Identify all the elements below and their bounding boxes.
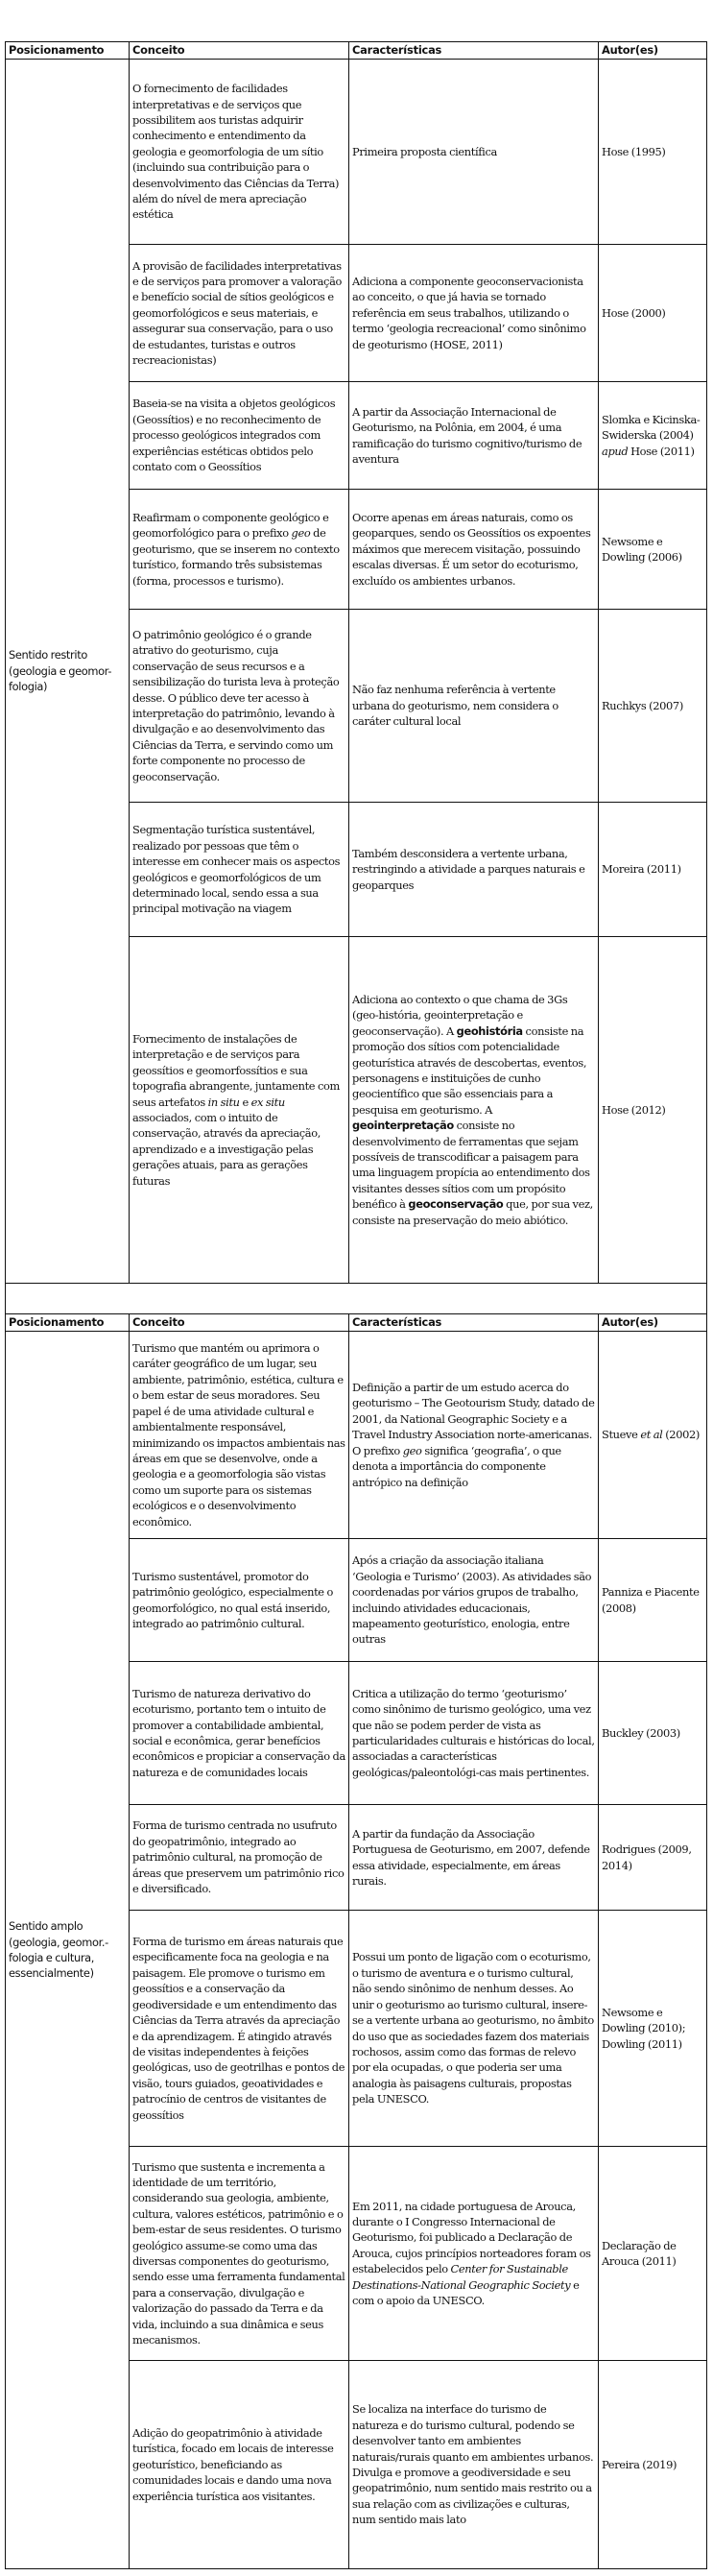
caracteristicas-cell: Adiciona a componente geoconservacionista ao conceito, o que já havia se tornado referência em seus trabalhos, utilizando o termo ‘geologia recreacional’ como sinônimo de geoturismo (HOSE, 2011): [349, 245, 599, 382]
conceito-italic: ex situ: [250, 1095, 285, 1109]
header-conceito: Conceito: [130, 42, 349, 60]
autores-cell: [599, 1332, 707, 1539]
conceito-text: Reafirmam o componente geológico e geomorfológico para o prefixo: [132, 510, 329, 541]
caracteristicas-cell: Se localiza na interface do turismo de natureza e do turismo cultural, podendo se desenvolver tanto em ambientes naturais/rurais quanto em ambientes urbanos. Divulga e promove a geodiversidade e seu geopatrimônio, num sentido mais restrito ou a sua relação com as civilizações e culturas, num sentido mais lato: [349, 2361, 599, 2569]
autores-cell: Pereira (2019): [599, 2361, 707, 2569]
conceito-cell: [130, 937, 349, 1284]
carac-text: Em 2011, na cidade portuguesa de Arouca, durante o I Congresso Internacional de Geoturismo, foi publicado a Declaração de Arouca, cujos princípios norteadores foram os estabelecidos pelo: [352, 2199, 591, 2276]
conceito-text: e: [239, 1095, 251, 1109]
caracteristicas-cell: A partir da Associação Internacional de Geoturismo, na Polônia, em 2004, é uma ramificação do turismo cognitivo/turismo de aventura: [349, 382, 599, 490]
conceito-text: Fornecimento de instalações de interpretação e de serviços para geossítios e geomorfossítios e sua topografia abrangente, juntamente com seus artefatos: [132, 1031, 340, 1109]
caracteristicas-cell: Após a criação da associação italiana ‘Geologia e Turismo’ (2003). As atividades são coordenadas por vários grupos de trabalho, incluindo atividades educacionais, mapeamento geoturístico, enologia, entre outras: [349, 1539, 599, 1662]
autores-text: Hose (2011): [628, 444, 695, 458]
positioning-restrito: Sentido restrito (geologia e geomor-fologia): [6, 60, 130, 1284]
blank-cell: [6, 1284, 707, 1314]
conceito-cell: O patrimônio geológico é o grande atrativo do geoturismo, cuja conservação de seus recursos e a sensibilização do turista leva à proteção desse. O público deve ter acesso à interpretação do patrimônio, levando à divulgação e ao desenvolvimento das Ciências da Terra, e servindo como um forte componente no processo de geoconservação.: [130, 610, 349, 803]
conceito-cell: Turismo de natureza derivativo do ecoturismo, portanto tem o intuito de promover a contabilidade ambiental, social e econômica, gerar benefícios econômicos e propiciar a conservação da natureza e de comunidades locais: [130, 1662, 349, 1805]
carac-text: consiste no desenvolvimento de ferramentas que sejam possíveis de transcodificar a paisagem para uma linguagem propícia ao entendimento dos visitantes desses sítios com um propósito benéfico à: [352, 1119, 590, 1212]
conceito-cell: Segmentação turística sustentável, realizado por pessoas que têm o interesse em conhecer mais os aspectos geológicos e geomorfológicos de um determinado local, sendo essa a sua principal motivação na viagem: [130, 803, 349, 937]
carac-text: consiste na promoção dos sítios com potencialidade geoturística através de descobertas, eventos, personagens e instituições de cunho geocientífico que são essenciais para a pesquisa em geoturismo. A: [352, 1023, 587, 1117]
conceito-cell: A provisão de facilidades interpretativas e de serviços para promover a valoração e benefício social de sítios geológicos e geomorfológicos e seus materiais, e assegurar sua conservação, para o uso de estudantes, turistas e outros recreacionistas): [130, 245, 349, 382]
conceito-cell: [130, 490, 349, 610]
caracteristicas-cell: Também desconsidera a vertente urbana, restringindo a atividade a parques naturais e geoparques: [349, 803, 599, 937]
table-spacer-row: [6, 1284, 707, 1314]
autores-text: Slomka e Kicinska-Swiderska (2004): [602, 412, 701, 443]
conceito-cell: Adição do geopatrimônio à atividade turística, focado em locais de interesse geoturístico, beneficiando as comunidades locais e dando uma nova experiência turística aos visitantes.: [130, 2361, 349, 2569]
autores-text: Stueve: [602, 1428, 641, 1442]
caracteristicas-cell: Ocorre apenas em áreas naturais, como os geoparques, sendo os Geossítios os expoentes máximos que merecem visitação, possuindo escalas diversas. É um setor do ecoturismo, excluído os ambientes urbanos.: [349, 490, 599, 610]
autores-cell: Declaração de Arouca (2011): [599, 2147, 707, 2361]
carac-text: Adiciona ao contexto o que chama de 3Gs (geo-história, geointerpretação e geoconservação). A: [352, 992, 568, 1038]
positioning-amplo: Sentido amplo (geologia, geomor.-fologia e cultura, essencialmente): [6, 1332, 130, 2569]
carac-text: significa ‘geografia’, o que denota a importância do componente antrópico na definição: [352, 1443, 561, 1489]
autores-cell: Moreira (2011): [599, 803, 707, 937]
carac-italic: Center for Sustainable Destinations-National Geographic Society: [352, 2262, 571, 2292]
carac-italic: geo: [402, 1443, 422, 1457]
carac-text: e com o apoio da UNESCO.: [352, 2277, 580, 2308]
header-posicionamento: Posicionamento: [6, 1314, 130, 1332]
caracteristicas-cell: [349, 1332, 599, 1539]
caracteristicas-cell: Critica a utilização do termo ‘geoturismo’ como sinônimo de turismo geológico, uma vez que não se podem perder de vista as particularidades culturais e históricas do local, associadas a características geológicas/paleontológi-cas mais pertinentes.: [349, 1662, 599, 1805]
autores-cell: Newsome e Dowling (2010); Dowling (2011): [599, 1911, 707, 2147]
autores-cell: Ruchkys (2007): [599, 610, 707, 803]
conceito-text: de geoturismo, que se inserem no contexto turístico, formando três subsistemas (forma, processos e turismo).: [132, 526, 340, 588]
autores-cell: Rodrigues (2009, 2014): [599, 1805, 707, 1911]
table-header-row: [6, 1314, 707, 1332]
caracteristicas-cell: Primeira proposta científica: [349, 60, 599, 245]
carac-text: Definição a partir de um estudo acerca do geoturismo – The Geotourism Study, datado de 2001, da National Geographic Society e a Travel Industry Association norte-americanas. O prefixo: [352, 1381, 595, 1457]
autores-cell: Panniza e Piacente (2008): [599, 1539, 707, 1662]
autores-cell: Buckley (2003): [599, 1662, 707, 1805]
caracteristicas-cell: Possui um ponto de ligação com o ecoturismo, o turismo de aventura e o turismo cultural, não sendo sinônimo de nenhum desses. Ao unir o geoturismo ao turismo cultural, insere-se a vertente urbana ao geoturismo, no âmbito do uso que as sociedades fazem dos materiais rochosos, assim como das formas de relevo por ela ocupadas, o que poderia ser uma analogia às paisagens culturais, propostas pela UNESCO.: [349, 1911, 599, 2147]
autores-cell: Newsome e Dowling (2006): [599, 490, 707, 610]
caracteristicas-cell: [349, 937, 599, 1284]
conceito-text: associados, com o intuito de conservação, através da apreciação, aprendizado e a investigação pelas gerações atuais, para as gerações futuras: [132, 1111, 321, 1188]
conceito-cell: Turismo que sustenta e incrementa a identidade de um território, considerando sua geologia, ambiente, cultura, valores estéticos, patrimônio e o bem-estar de seus residentes. O turismo geológico assume-se como uma das diversas componentes do geoturismo, sendo esse uma ferramenta fundamental para a conservação, divulgação e valorização do passado da Terra e da vida, incluindo a sua dinâmica e seus mecanismos.: [130, 2147, 349, 2361]
header-autores: Autor(es): [599, 42, 707, 60]
caracteristicas-cell: [349, 2147, 599, 2361]
header-autores: Autor(es): [599, 1314, 707, 1332]
autores-cell: [599, 382, 707, 490]
header-posicionamento: Posicionamento: [6, 42, 130, 60]
carac-bold-term: geohistória: [456, 1023, 523, 1038]
caracteristicas-cell: A partir da fundação da Associação Portuguesa de Geoturismo, em 2007, defende essa atividade, especialmente, em áreas rurais.: [349, 1805, 599, 1911]
conceito-cell: Turismo que mantém ou aprimora o caráter geográfico de um lugar, seu ambiente, patrimônio, estética, cultura e o bem estar de seus moradores. Seu papel é de uma atividade cultural e ambientalmente responsável, minimizando os impactos ambientais nas áreas em que se desenvolve, onde a geologia e a geomorfologia são vistas como um suporte para os sistemas ecológicos e o desenvolvimento econômico.: [130, 1332, 349, 1539]
conceito-cell: Forma de turismo em áreas naturais que especificamente foca na geologia e na paisagem. Ele promove o turismo em geossítios e a conservação da geodiversidade e um entendimento das Ciências da Terra através da apreciação e da aprendizagem. É atingido através de visitas independentes à feições geológicas, uso de geotrilhas e pontos de visão, tours guiados, geoatividades e patrocínio de centros de visitantes de geossítios: [130, 1911, 349, 2147]
table-row: [6, 60, 707, 245]
carac-bold-term: geointerpretação: [352, 1119, 454, 1133]
conceito-italic: in situ: [207, 1095, 240, 1109]
conceito-cell: Baseia-se na visita a objetos geológicos (Geossítios) e no reconhecimento de processo geológicos integrados com experiências estéticas obtidos pelo contato com o Geossítios: [130, 382, 349, 490]
conceito-italic: geo: [291, 526, 311, 541]
conceito-cell: O fornecimento de facilidades interpretativas e de serviços que possibilitem aos turistas adquirir conhecimento e entendimento da geologia e geomorfologia de um sítio (incluindo sua contribuição para o desenvolvimento das Ciências da Terra) além do nível de mera apreciação estética: [130, 60, 349, 245]
header-caracteristicas: Características: [349, 1314, 599, 1332]
carac-bold-term: geoconservação: [408, 1197, 504, 1212]
autores-italic: apud: [602, 444, 629, 458]
autores-cell: Hose (1995): [599, 60, 707, 245]
caracteristicas-cell: Não faz nenhuma referência à vertente urbana do geoturismo, nem considera o caráter cultural local: [349, 610, 599, 803]
autores-cell: Hose (2012): [599, 937, 707, 1284]
autores-italic: et al: [640, 1428, 663, 1442]
carac-text: que, por sua vez, consiste na preservação do meio abiótico.: [352, 1197, 593, 1227]
geotourism-concepts-table: [5, 41, 707, 2569]
table-row: [6, 1332, 707, 1539]
header-conceito: Conceito: [130, 1314, 349, 1332]
autores-cell: Hose (2000): [599, 245, 707, 382]
autores-text: (2002): [662, 1428, 700, 1442]
conceito-cell: Turismo sustentável, promotor do patrimônio geológico, especialmente o geomorfológico, no qual está inserido, integrado ao patrimônio cultural.: [130, 1539, 349, 1662]
table-header-row: [6, 42, 707, 60]
conceito-cell: Forma de turismo centrada no usufruto do geopatrimônio, integrado ao patrimônio cultural, na promoção de áreas que preservem um patrimônio rico e diversificado.: [130, 1805, 349, 1911]
header-caracteristicas: Características: [349, 42, 599, 60]
